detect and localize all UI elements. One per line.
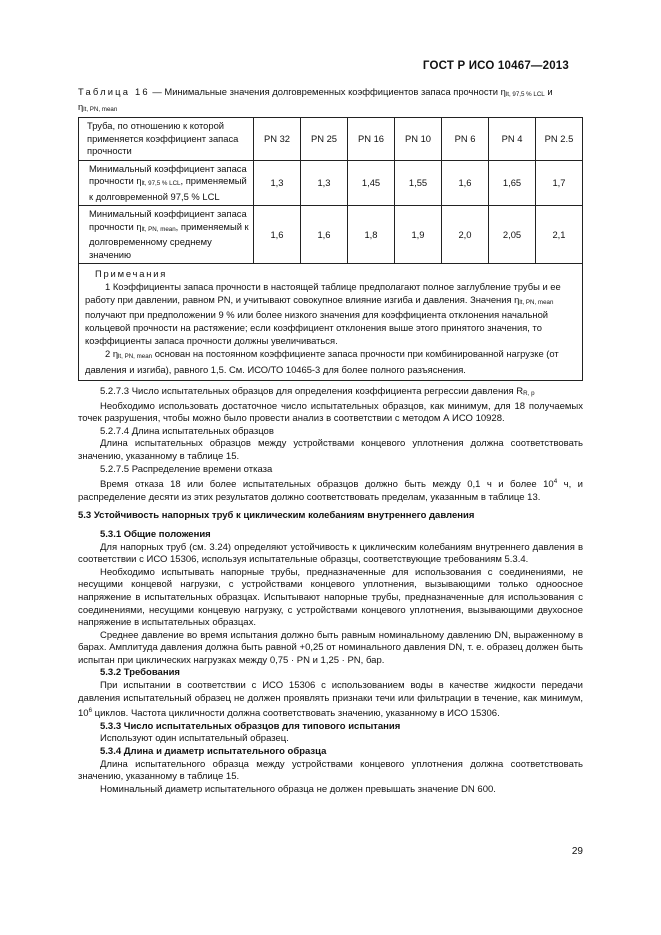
- clause-5-2-7-5-heading: 5.2.7.5 Распределение времени отказа: [100, 463, 273, 475]
- section-5-3-4-heading: 5.3.4 Длина и диаметр испытательного образца: [100, 746, 327, 758]
- clause-5-2-7-3-heading: [78, 386, 583, 401]
- section-5-3-2-heading: 5.3.2 Требования: [100, 667, 180, 679]
- column-header-pn2-5: PN 2.5: [536, 118, 583, 161]
- table-caption-text: — Минимальные значения долговременных коэффициентов запаса прочности η: [149, 86, 506, 97]
- note-1-text: 1 Коэффициенты запаса прочности в настоящей таблице предполагают полное заглубление трубы и ее работу при давлении, равном PN, и учитывают совокупное влияние изгиба и давления. Значения η: [85, 280, 561, 305]
- table-cell: 1,45: [348, 160, 395, 206]
- table-row: [79, 160, 583, 206]
- note-1-text: получают при предположении 9 % или более низкого значения для коэффициента отклонения начальной кольцевой прочности на растяжение; если коэффициент отклонения выше этого принятого значения, то коэффициенты запаса прочности должны увеличиваться.: [85, 309, 549, 346]
- table-cell: 2,05: [489, 206, 536, 264]
- column-header-pn4: PN 4: [489, 118, 536, 161]
- section-5-3-1-heading: 5.3.1 Общие положения: [100, 528, 211, 540]
- table-cell: 2,1: [536, 206, 583, 264]
- row-label-subscript: lt, PN, mean: [141, 225, 176, 233]
- note-2-text: 2 η: [105, 347, 119, 359]
- safety-factor-table: [78, 117, 583, 381]
- table-cell: 1,65: [489, 160, 536, 206]
- table-caption-prefix: Таблица 16: [78, 86, 150, 97]
- caption-eta: η: [78, 101, 84, 112]
- note-1-subscript: lt, PN, mean: [519, 298, 554, 306]
- paragraph: Для напорных труб (см. 3.24) определяют устойчивость к циклическим колебаниям внутреннего давления в соответствии с ИСО 15306, используя испытательные образцы, соответствующие требованиям 5.3.4.: [78, 541, 583, 566]
- caption-subscript-2: lt, PN, mean: [83, 106, 118, 113]
- note-1: [85, 281, 576, 348]
- column-header-pn25: PN 25: [301, 118, 348, 161]
- clause-text: 5.2.7.3 Число испытательных образцов для определения коэффициента регрессии давления R: [100, 386, 524, 397]
- table-notes-row: [79, 264, 583, 381]
- clause-5-2-7-4-heading: 5.2.7.4 Длина испытательных образцов: [100, 425, 274, 437]
- caption-and: и: [544, 86, 553, 97]
- paragraph-text: При испытании в соответствии с ИСО 15306 с использованием воды в качестве жидкости передачи давления испытательный образец не должен проявлять признаки течи или фильтрации в течение, как минимум, 10: [78, 680, 583, 720]
- table-cell: 1,8: [348, 206, 395, 264]
- column-header-pn32: PN 32: [254, 118, 301, 161]
- notes-title: Примечания: [95, 268, 168, 279]
- paragraph-text: циклов. Частота цикличности должна соответствовать значению, указанному в ИСО 15306.: [92, 708, 500, 720]
- row-label-text: , применяемый к долговременной 97,5 % LCL: [89, 175, 247, 202]
- row-label-subscript: lt, 97,5 % LCL: [141, 180, 181, 187]
- document-header: ГОСТ Р ИСО 10467—2013: [422, 60, 569, 72]
- table-header-row: [79, 118, 583, 161]
- paragraph: Необходимо использовать достаточное число испытательных образцов, как минимум, для 18 получаемых точек разрушения, чтобы можно было провести анализ в соответствии с методом А ИСО 10928.: [78, 400, 583, 425]
- row-label-lcl: [79, 160, 254, 206]
- table-notes: [79, 264, 583, 381]
- section-5-3-3-heading: 5.3.3 Число испытательных образцов для типового испытания: [100, 720, 401, 732]
- page-number: 29: [571, 846, 583, 857]
- note-2: [85, 348, 576, 377]
- table-cell: 1,6: [442, 160, 489, 206]
- column-header-pn10: PN 10: [395, 118, 442, 161]
- note-2-subscript: lt, PN, mean: [118, 352, 153, 360]
- column-header-pn6: PN 6: [442, 118, 489, 161]
- row-label-text: , применяемый к долговременному среднему значению: [89, 220, 249, 260]
- superscript: 4: [553, 478, 558, 486]
- table-cell: 1,3: [254, 160, 301, 206]
- paragraph: Длина испытательного образца между устройствами концевого уплотнения должна соответствовать значению, указанному в таблице 15.: [78, 758, 583, 783]
- table-cell: 1,9: [395, 206, 442, 264]
- table-cell: 1,6: [301, 206, 348, 264]
- note-2-text: основан на постоянном коэффициенте запаса прочности при комбинированной нагрузке (от давления и изгиба), равного 1,5. См. ИСО/ТО 10465-3 для более полного разъяснения.: [85, 347, 559, 375]
- table-cell: 1,7: [536, 160, 583, 206]
- paragraph-text: ч, и распределение десяти из этих результатов должно соответствовать пределам, указанным в таблице 13.: [78, 479, 583, 503]
- paragraph: Номинальный диаметр испытательного образца не должен превышать значение DN 600.: [100, 783, 496, 795]
- caption-subscript-1: lt, 97,5 % LCL: [505, 91, 545, 98]
- paragraph: Среднее давление во время испытания должно быть равным номинальному давлению DN, выраженному в барах. Амплитуда давления должна быть равной +0,25 от номинального давления DN, т. е. образец должен быть испытан при циклических нагрузках между 0,75 · PN и 1,25 · PN, бар.: [78, 629, 583, 666]
- paragraph: Длина испытательных образцов между устройствами концевого уплотнения должна соответствовать значению, указанному в таблице 15.: [78, 438, 583, 462]
- table-header-label: Труба, по отношению к которой применяется коэффициент запаса прочности: [79, 118, 254, 161]
- row-label-text: Минимальный коэффициент запаса прочности η: [89, 208, 247, 232]
- paragraph: [78, 476, 583, 504]
- section-5-3-heading: 5.3 Устойчивость напорных труб к циклическим колебаниям внутреннего давления: [78, 510, 475, 522]
- row-label-text: Минимальный коэффициент запаса прочности η: [89, 162, 247, 186]
- paragraph-text: Время отказа 18 или более испытательных образцов должно быть между 0,1 ч и более 10: [100, 479, 554, 491]
- table-row: [79, 206, 583, 264]
- superscript: 6: [88, 707, 93, 715]
- paragraph: Необходимо испытывать напорные трубы, предназначенные для использования с соединениями, не несущими концевой нагрузки, с устройствами концевого уплотнения, вызывающими только одноосное напряжение в испытательных образцах. Испытывают напорные трубы, предназначенные для использования с соединениями, несущими концевую нагрузку, с устройствами концевого уплотнения, вызывающими двухосное напряжение в испытательных образцах.: [78, 566, 583, 629]
- table-cell: 1,6: [254, 206, 301, 264]
- table-cell: 1,55: [395, 160, 442, 206]
- table-cell: 1,3: [301, 160, 348, 206]
- paragraph: [78, 680, 583, 721]
- column-header-pn16: PN 16: [348, 118, 395, 161]
- table-caption: [78, 86, 583, 116]
- clause-subscript: R, p: [523, 390, 535, 397]
- body-text: [78, 386, 583, 796]
- table-cell: 2,0: [442, 206, 489, 264]
- row-label-mean: [79, 206, 254, 264]
- paragraph: Используют один испытательный образец.: [100, 733, 289, 745]
